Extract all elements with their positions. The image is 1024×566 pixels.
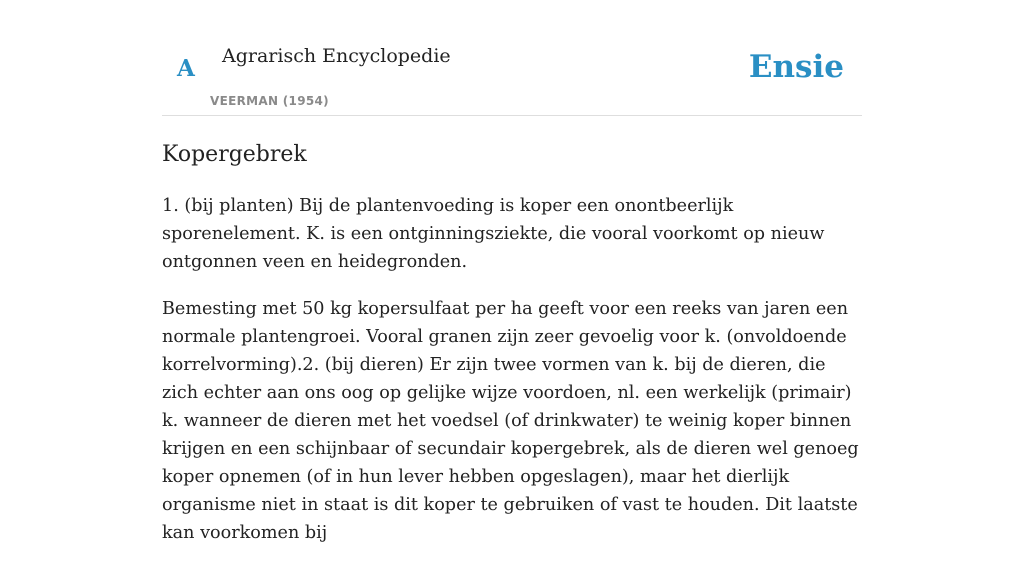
letter-index-link[interactable]: A <box>177 55 195 82</box>
article-paragraph: 1. (bij planten) Bij de plantenvoeding is koper een onontbeerlijk sporenelement. K. is een ontginningsziekte, die vooral voorkomt op nieuw ontgonnen veen en heidegronden. <box>162 196 825 272</box>
book-header <box>162 30 862 116</box>
article-paragraph: Bemesting met 50 kg kopersulfaat per ha geeft voor een reeks van jaren een normale plantengroei. Vooral granen zijn zeer gevoelig voor k. (onvoldoende korrelvorming).2. (bij dieren) Er zijn twee vormen van k. bij de dieren, die zich echter aan ons oog op gelijke wijze voordoen, nl. een werkelijk (primair) k. wanneer de dieren met het voedsel (of drinkwater) te weinig koper binnen krijgen en een schijnbaar of secundair kopergebrek, als de dieren wel genoeg koper opnemen (of in hun lever hebben opgeslagen), maar het dierlijk organisme niet in staat is dit koper te gebruiken of vast te houden. Dit laatste kan voorkomen bij <box>162 299 859 543</box>
article-body <box>162 192 862 547</box>
article-title: Kopergebrek <box>162 142 307 167</box>
book-author-year: VEERMAN (1954) <box>210 94 329 108</box>
ensie-logo[interactable]: Ensie <box>748 49 844 85</box>
book-title[interactable]: Agrarisch Encyclopedie <box>222 45 451 67</box>
article <box>162 140 862 566</box>
